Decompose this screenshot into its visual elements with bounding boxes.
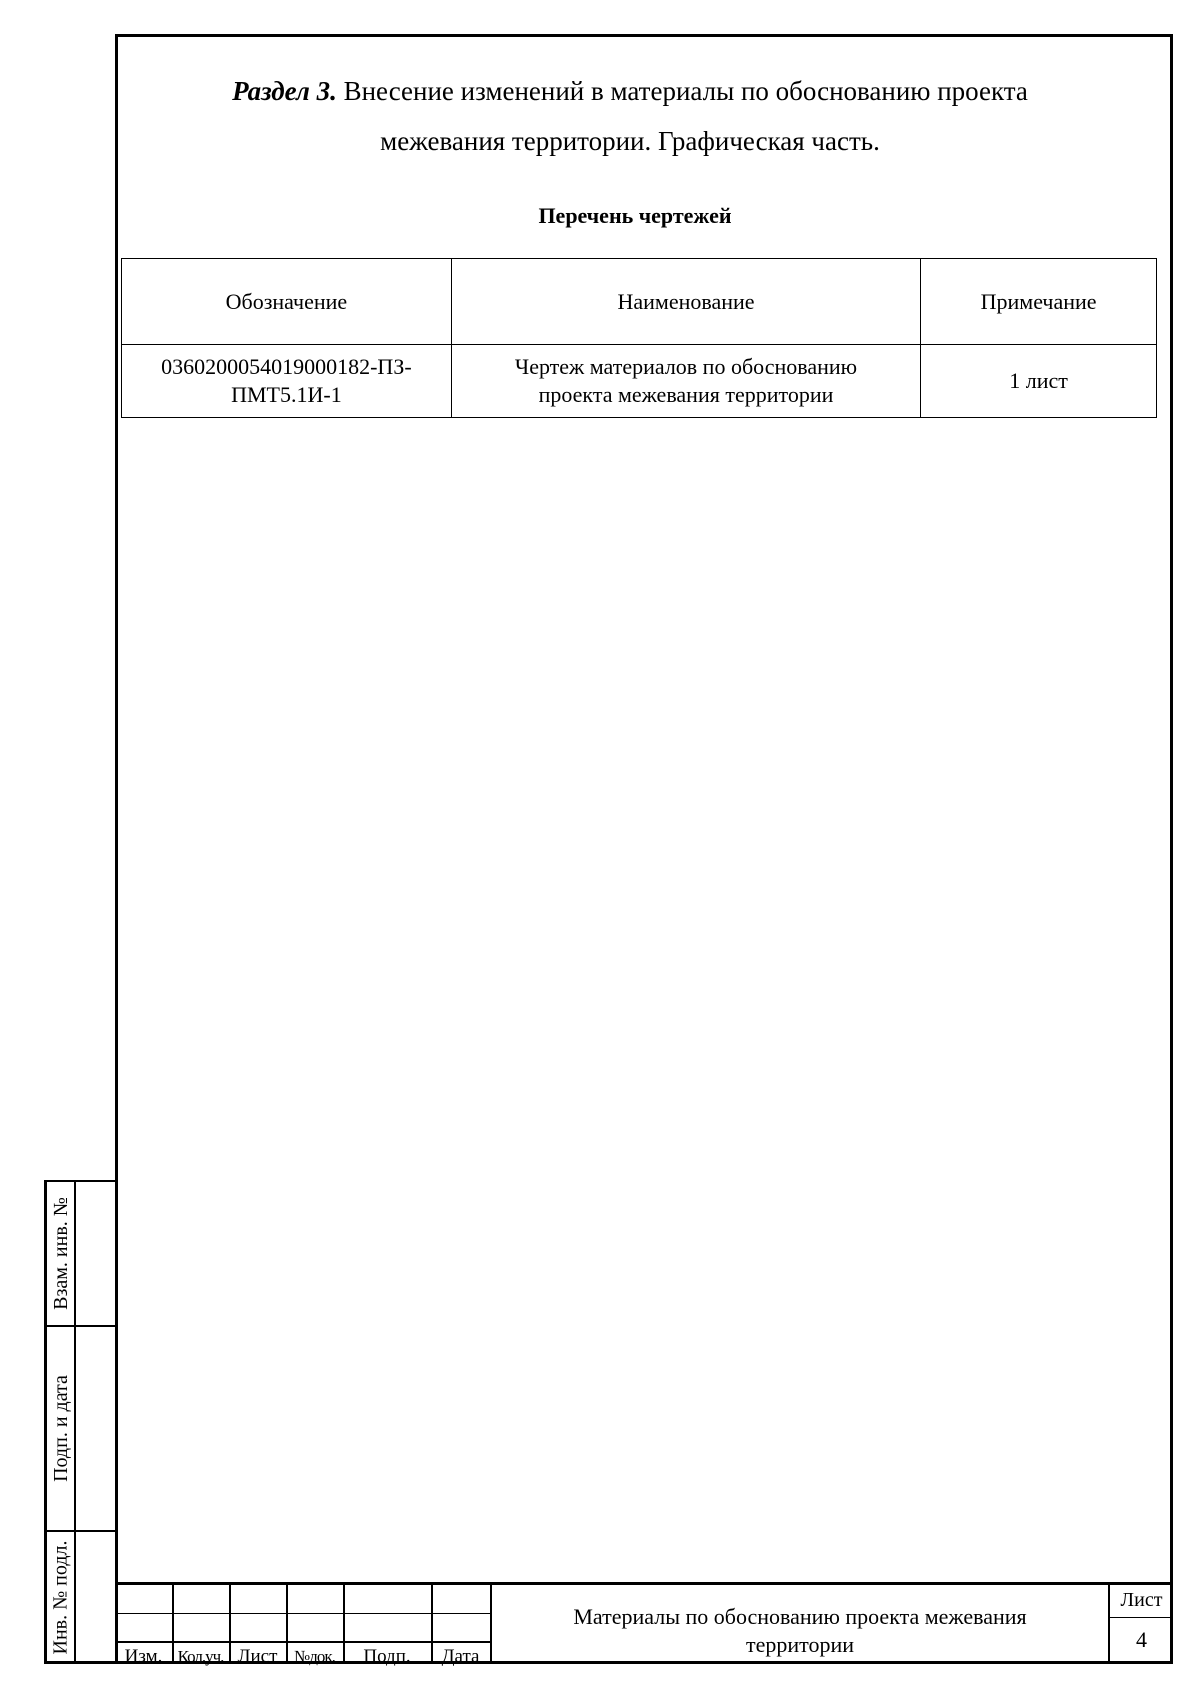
cell-name bbox=[451, 345, 920, 418]
drawings-list-title: Перечень чертежей bbox=[538, 203, 732, 228]
heading-line-1: Внесение изменений в материалы по обоснованию проекта bbox=[343, 76, 1028, 106]
header-note: Примечание bbox=[921, 259, 1157, 345]
side-label-original-inv: Инв. № подл. bbox=[49, 1540, 72, 1655]
document-title-line-2: территории bbox=[745, 1632, 855, 1657]
table-row bbox=[122, 345, 1157, 418]
side-strip bbox=[44, 1180, 115, 1664]
side-label-cell-1 bbox=[48, 1182, 74, 1325]
document-title-line-1: Материалы по обоснованию проекта межевания bbox=[573, 1604, 1027, 1629]
section-label: Раздел 3. bbox=[232, 76, 337, 106]
header-designation: Обозначение bbox=[122, 259, 452, 345]
tb-label-date: Дата bbox=[441, 1646, 480, 1667]
side-strip-vline bbox=[74, 1182, 76, 1661]
cell-note: 1 лист bbox=[921, 345, 1157, 418]
side-label-replaced-inv: Взам. инв. № bbox=[49, 1197, 72, 1310]
tb-row-line bbox=[1108, 1617, 1173, 1618]
side-label-cell-3 bbox=[48, 1532, 74, 1663]
tb-label-sheet: Лист bbox=[237, 1646, 278, 1667]
tb-row-line bbox=[115, 1641, 490, 1643]
cell-designation bbox=[122, 345, 452, 418]
section-heading bbox=[180, 66, 1080, 166]
side-label-cell-2 bbox=[48, 1327, 74, 1530]
tb-label-count: Кол.уч. bbox=[177, 1647, 224, 1666]
header-name: Наименование bbox=[451, 259, 920, 345]
drawings-table bbox=[121, 258, 1157, 418]
sheet-number: 4 bbox=[1136, 1627, 1147, 1652]
tb-row-line bbox=[115, 1613, 490, 1614]
name-line-2: проекта межевания территории bbox=[538, 382, 834, 407]
tb-label-change: Изм. bbox=[124, 1646, 163, 1667]
designation-line-2: ПМТ5.1И-1 bbox=[231, 382, 342, 407]
table-header-row bbox=[122, 259, 1157, 345]
document-title bbox=[495, 1603, 1105, 1659]
heading-line-2: межевания территории. Графическая часть. bbox=[380, 126, 880, 156]
title-block bbox=[115, 1582, 1173, 1667]
sheet-label: Лист bbox=[1120, 1589, 1163, 1611]
designation-line-1: 0360200054019000182-ПЗ- bbox=[161, 354, 412, 379]
tb-label-docno: №док. bbox=[294, 1647, 335, 1666]
side-label-signature-date: Подп. и дата bbox=[49, 1375, 72, 1482]
tb-label-signature: Подп. bbox=[363, 1646, 411, 1667]
name-line-1: Чертеж материалов по обоснованию bbox=[514, 354, 858, 379]
tb-col-line bbox=[490, 1585, 492, 1664]
